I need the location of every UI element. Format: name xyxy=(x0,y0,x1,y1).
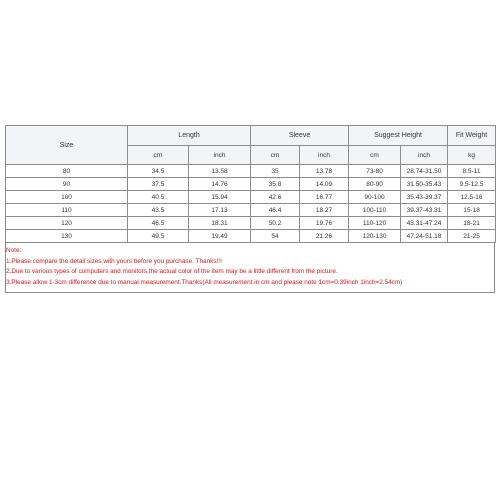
size-chart xyxy=(5,125,495,293)
table-cell: 100-110 xyxy=(349,204,401,217)
table-cell: 80-90 xyxy=(349,178,401,191)
table-cell: 35.8 xyxy=(251,178,300,191)
height-cm-subheader: cm xyxy=(349,146,401,165)
table-cell: 73-80 xyxy=(349,165,401,178)
length-inch-subheader: inch xyxy=(189,146,251,165)
table-cell: 14.09 xyxy=(300,178,349,191)
table-cell: 12.5-16 xyxy=(448,191,496,204)
note-line: 3.Please allow 1-3cm difference due to manual measurement.Thanks(All measurement in cm and please note 1cm=0.39inch 1inch=2.54cm) xyxy=(6,278,403,286)
table-cell: 18.27 xyxy=(300,204,349,217)
sleeve-cm-subheader: cm xyxy=(251,146,300,165)
table-cell: 42.6 xyxy=(251,191,300,204)
table-cell: 19.76 xyxy=(300,217,349,230)
table-row xyxy=(6,204,496,217)
table-cell: 100 xyxy=(6,191,128,204)
table-cell: 34.5 xyxy=(128,165,189,178)
length-cm-subheader: cm xyxy=(128,146,189,165)
table-cell: 120 xyxy=(6,217,128,230)
table-cell: 16.77 xyxy=(300,191,349,204)
suggest-height-header: Suggest Height xyxy=(349,126,448,146)
table-cell: 21-25 xyxy=(448,230,496,243)
note-line: 2.Due to various types of computers and monitors,the actual color of the item may be a little different from the picture. xyxy=(6,268,338,275)
size-table-body xyxy=(6,165,496,243)
table-row xyxy=(6,217,496,230)
table-cell: 90 xyxy=(6,178,128,191)
table-cell: 43.31-47.24 xyxy=(401,217,448,230)
table-cell: 39.37-43.31 xyxy=(401,204,448,217)
table-cell: 50.2 xyxy=(251,217,300,230)
notes-title: Note: xyxy=(6,247,22,254)
note-line: 1.Please compare the detail sizes with yours before you purchase. Thanks!!! xyxy=(6,257,222,265)
sleeve-header: Sleeve xyxy=(251,126,349,146)
table-cell: 18.31 xyxy=(189,217,251,230)
table-cell: 80 xyxy=(6,165,128,178)
table-cell: 9.5-12.5 xyxy=(448,178,496,191)
notes-box xyxy=(5,243,495,293)
size-table xyxy=(5,125,496,243)
size-column-header: Size xyxy=(6,126,128,165)
table-cell: 46.5 xyxy=(128,217,189,230)
table-cell: 35 xyxy=(251,165,300,178)
table-cell: 13.58 xyxy=(189,165,251,178)
table-cell: 21.26 xyxy=(300,230,349,243)
table-cell: 130 xyxy=(6,230,128,243)
table-cell: 17.13 xyxy=(189,204,251,217)
table-row xyxy=(6,178,496,191)
sleeve-inch-subheader: inch xyxy=(300,146,349,165)
length-header: Length xyxy=(128,126,251,146)
table-cell: 46.4 xyxy=(251,204,300,217)
table-cell: 43.5 xyxy=(128,204,189,217)
weight-kg-subheader: kg xyxy=(448,146,496,165)
table-cell: 13.78 xyxy=(300,165,349,178)
table-cell: 15.94 xyxy=(189,191,251,204)
table-cell: 15-18 xyxy=(448,204,496,217)
table-cell: 49.5 xyxy=(128,230,189,243)
table-cell: 35.43-39.37 xyxy=(401,191,448,204)
table-cell: 54 xyxy=(251,230,300,243)
table-row xyxy=(6,230,496,243)
table-cell: 40.5 xyxy=(128,191,189,204)
table-row xyxy=(6,191,496,204)
table-cell: 18-21 xyxy=(448,217,496,230)
fit-weight-header: Fit Weight xyxy=(448,126,496,146)
table-cell: 90-100 xyxy=(349,191,401,204)
table-row xyxy=(6,165,496,178)
table-cell: 47.24-51.18 xyxy=(401,230,448,243)
table-cell: 28.74-31.50 xyxy=(401,165,448,178)
table-cell: 31.50-35.43 xyxy=(401,178,448,191)
table-cell: 19.49 xyxy=(189,230,251,243)
table-cell: 37.5 xyxy=(128,178,189,191)
table-cell: 110-120 xyxy=(349,217,401,230)
table-cell: 14.76 xyxy=(189,178,251,191)
height-inch-subheader: inch xyxy=(401,146,448,165)
table-cell: 120-130 xyxy=(349,230,401,243)
table-cell: 110 xyxy=(6,204,128,217)
table-cell: 8.5-11 xyxy=(448,165,496,178)
